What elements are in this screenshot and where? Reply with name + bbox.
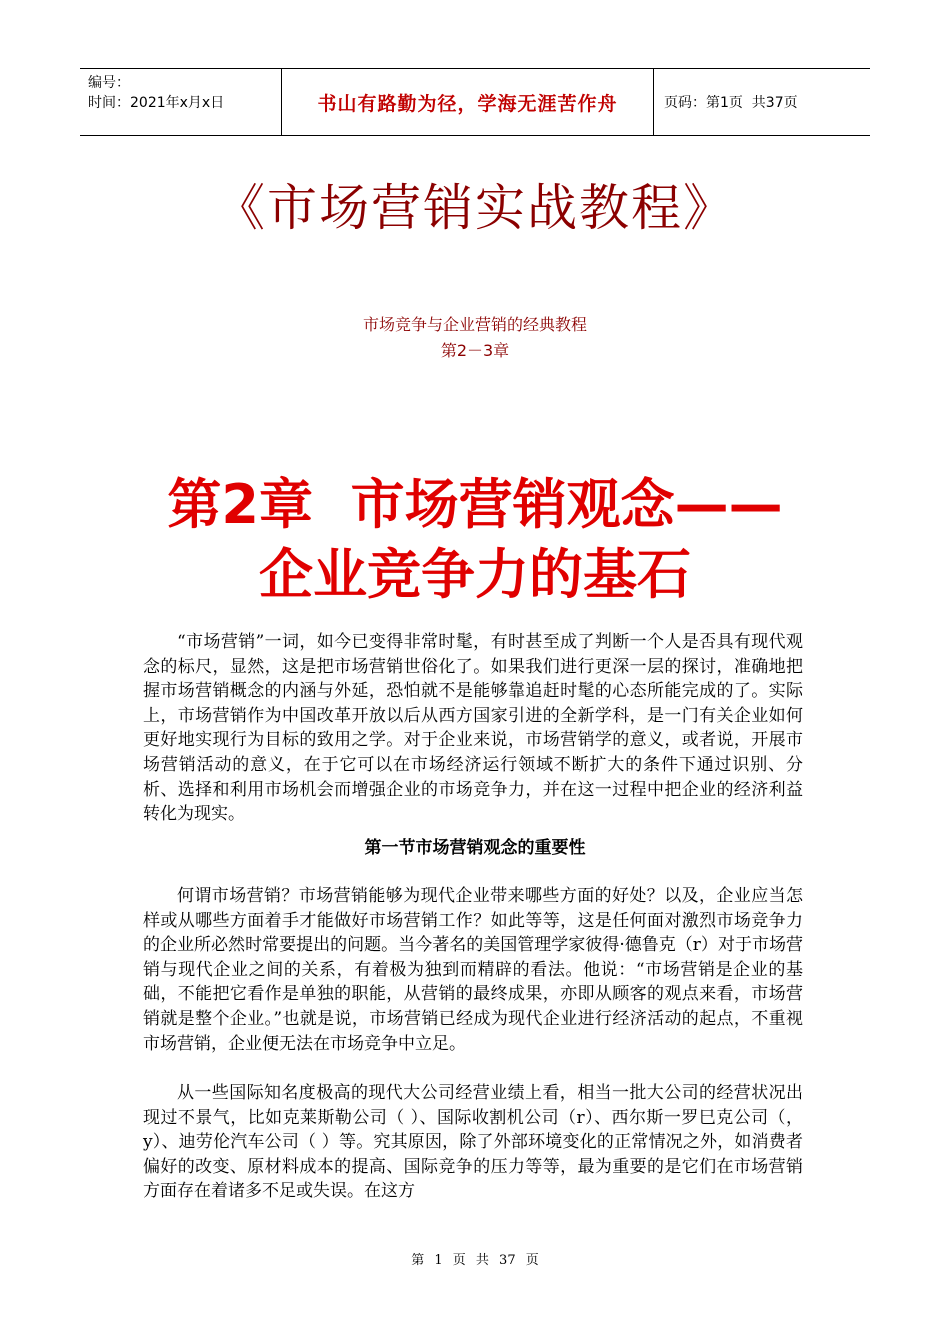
page-footer: 第 1 页 共 37 页 <box>411 1253 539 1268</box>
header-meta-cell <box>80 69 282 135</box>
chapter-title <box>0 470 950 610</box>
header-table <box>80 68 870 136</box>
paragraph-intro: “市场营销”一词，如今已变得非常时髦，有时甚至成了判断一个人是否具有现代观念的标尺，显然，这是把市场营销世俗化了。如果我们进行更深一层的探讨，准确地把握市场营销概念的内涵与外延，恐怕就不是能够靠追赶时髦的心态所能完成的了。实际上，市场营销作为中国改革开放以后从西方国家引进的全新学科，是一门有关企业如何更好地实现行为目标的致用之学。对于企业来说，市场营销学的意义，或者说，开展市场营销活动的意义，在于它可以在市场经济运行领域不断扩大的条件下通过识别、分析、选择和利用市场机会而增强企业的市场竞争力，并在这一过程中把企业的经济利益转化为现实。 <box>143 632 803 825</box>
number-label: 编号： <box>88 75 130 91</box>
paragraph-2: 何谓市场营销？市场营销能够为现代企业带来哪些方面的好处？以及，企业应当怎样或从哪些方面着手才能做好市场营销工作？如此等等，这是任何面对激烈市场竞争力的企业所必然时常要提出的问题。当今著名的美国管理学家彼得·德鲁克（r）对于市场营销与现代企业之间的关系，有着极为独到而精辟的看法。他说：“市场营销是企业的基础，不能把它看作是单独的职能，从营销的最终成果，亦即从顾客的观点来看，市场营销就是整个企业。”也就是说，市场营销已经成为现代企业进行经济活动的起点，不重视市场营销，企业便无法在市场竞争中立足。 <box>143 886 803 1054</box>
book-title: 《市场营销实战教程》 <box>215 179 735 237</box>
chapter-title-line-2: 企业竞争力的基石 <box>259 543 691 606</box>
subtitle-line-2: 第2－3章 <box>440 341 510 360</box>
header-motto: 书山有路勤为径，学海无涯苦作舟 <box>282 69 654 135</box>
time-label: 时间：2021年x月x日 <box>88 95 225 111</box>
header-page-info-cell <box>654 69 870 135</box>
chapter-title-line-1: 第2章 市场营销观念—— <box>167 473 783 536</box>
subtitle-line-1: 市场竞争与企业营销的经典教程 <box>362 315 587 334</box>
page-info: 页码：第1页 共37页 <box>664 95 798 111</box>
section-heading: 第一节市场营销观念的重要性 <box>364 838 586 858</box>
paragraph-3: 从一些国际知名度极高的现代大公司经营业绩上看，相当一批大公司的经营状况出现过不景气，比如克莱斯勒公司（ ）、国际收割机公司（r）、西尔斯一罗巳克公司（， y）、迪劳伦汽车公司（ ）等。究其原因，除了外部环境变化的正常情况之外，如消费者偏好的改变、原材料成本的提高、国际竞争的压力等等，最为重要的是它们在市场营销方面存在着诸多不足或失误。在这方 <box>143 1083 803 1202</box>
